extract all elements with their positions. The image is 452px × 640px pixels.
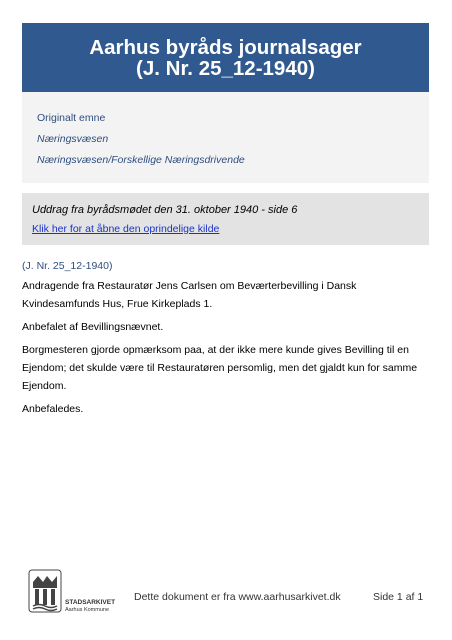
document-body — [22, 257, 427, 423]
source-link[interactable]: Klik her for at åbne den oprindelige kilde — [32, 223, 220, 235]
subject-label: Originalt emne — [37, 112, 106, 124]
source-box — [22, 193, 429, 245]
page-title — [22, 23, 429, 92]
body-paragraph: Anbefaledes. — [22, 403, 84, 415]
source-title: Uddrag fra byrådsmødet den 31. oktober 1940 - side 6 — [32, 204, 298, 216]
city-seal-icon — [27, 568, 122, 614]
footer-page-number: Side 1 af 1 — [373, 591, 424, 603]
stadsarkivet-logo — [27, 568, 122, 614]
footer-source: Dette dokument er fra www.aarhusarkivet.dk — [134, 591, 341, 603]
subject-topic-2: Næringsvæsen/Forskellige Næringsdrivende — [37, 154, 245, 166]
logo-subtitle: Aarhus Kommune — [65, 607, 110, 613]
page-title-line2: (J. Nr. 25_12-1940) — [136, 56, 315, 80]
case-reference: (J. Nr. 25_12-1940) — [22, 260, 113, 272]
body-paragraph: Borgmesteren gjorde opmærksom paa, at der ikke mere kunde gives Bevilling til en Ejendom; det skulde være til Restauratøren persomlig, men det gjaldt kun for samme Ejendom. — [22, 344, 418, 392]
subject-topic-1: Næringsvæsen — [37, 133, 109, 145]
page-title-line1: Aarhus byråds journalsager — [89, 35, 362, 59]
subject-box — [22, 92, 429, 183]
logo-name: STADSARKIVET — [65, 599, 116, 606]
body-paragraph: Anbefalet af Bevillingsnævnet. — [22, 321, 164, 333]
body-paragraph: Andragende fra Restauratør Jens Carlsen om Beværterbevilling i Dansk Kvindesamfunds Hus, Frue Kirkeplads 1. — [22, 280, 357, 310]
